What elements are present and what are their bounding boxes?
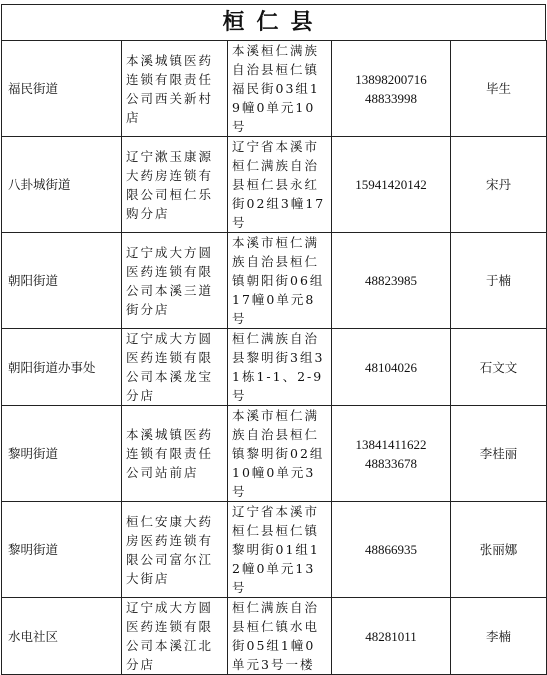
street-cell: 水电社区	[2, 598, 122, 675]
street-cell: 黎明街道	[2, 406, 122, 502]
table-row	[2, 502, 547, 598]
address-cell: 桓仁满族自治县桓仁镇水电街05组1幢0单元3号一楼	[228, 598, 332, 675]
store-name-cell: 辽宁成大方圆医药连锁有限公司本溪龙宝分店	[122, 329, 228, 406]
phone-cell	[332, 502, 451, 598]
table-row	[2, 233, 547, 329]
phone-number: 48833678	[365, 455, 417, 471]
street-cell: 朝阳街道	[2, 233, 122, 329]
address-cell: 本溪桓仁满族自治县桓仁镇福民街03组19幢0单元10号	[228, 41, 332, 137]
contact-person-cell: 于楠	[451, 233, 547, 329]
phone-cell	[332, 329, 451, 406]
contact-person-cell: 张丽娜	[451, 502, 547, 598]
table-row	[2, 329, 547, 406]
phone-cell	[332, 598, 451, 675]
contact-person-cell: 宋丹	[451, 137, 547, 233]
phone-number: 48833998	[365, 90, 417, 106]
phone-cell	[332, 41, 451, 137]
phone-number: 48823985	[365, 273, 417, 288]
phone-number: 48866935	[365, 542, 417, 557]
store-name-cell: 桓仁安康大药房医药连锁有限公司富尔江大街店	[122, 502, 228, 598]
street-cell: 朝阳街道办事处	[2, 329, 122, 406]
phone-cell	[332, 233, 451, 329]
table-row	[2, 406, 547, 502]
store-name-cell: 辽宁成大方圆医药连锁有限公司本溪三道街分店	[122, 233, 228, 329]
page-title: 桓仁县	[1, 4, 546, 40]
phone-cell	[332, 137, 451, 233]
store-name-cell: 辽宁成大方圆医药连锁有限公司本溪江北分店	[122, 598, 228, 675]
table-row	[2, 598, 547, 675]
contact-person-cell: 石文文	[451, 329, 547, 406]
phone-number: 48281011	[365, 628, 417, 644]
street-cell: 黎明街道	[2, 502, 122, 598]
pharmacy-table-body	[2, 41, 547, 675]
phone-number: 13841411622	[355, 436, 427, 452]
address-cell: 辽宁省本溪市桓仁满族自治县桓仁县永红街02组3幢17号	[228, 137, 332, 233]
table-row	[2, 41, 547, 137]
table-row	[2, 137, 547, 233]
address-cell: 桓仁满族自治县黎明街3组31栋1-1、2-9号	[228, 329, 332, 406]
phone-number: 48104026	[365, 359, 417, 375]
address-cell: 本溪市桓仁满族自治县桓仁镇朝阳街06组17幢0单元8号	[228, 233, 332, 329]
address-cell: 本溪市桓仁满族自治县桓仁镇黎明街02组10幢0单元3号	[228, 406, 332, 502]
street-cell: 八卦城街道	[2, 137, 122, 233]
contact-person-cell: 李桂丽	[451, 406, 547, 502]
pharmacy-table	[1, 40, 547, 675]
store-name-cell: 本溪城镇医药连锁有限责任公司站前店	[122, 406, 228, 502]
phone-number: 15941420142	[355, 177, 427, 192]
address-cell: 辽宁省本溪市桓仁县桓仁镇黎明街01组12幢0单元13号	[228, 502, 332, 598]
phone-number: 13898200716	[355, 71, 427, 87]
contact-person-cell: 李楠	[451, 598, 547, 675]
phone-cell	[332, 406, 451, 502]
store-name-cell: 辽宁漱玉康源大药房连锁有限公司桓仁乐购分店	[122, 137, 228, 233]
contact-person-cell: 毕生	[451, 41, 547, 137]
street-cell: 福民街道	[2, 41, 122, 137]
store-name-cell: 本溪城镇医药连锁有限责任公司西关新村店	[122, 41, 228, 137]
